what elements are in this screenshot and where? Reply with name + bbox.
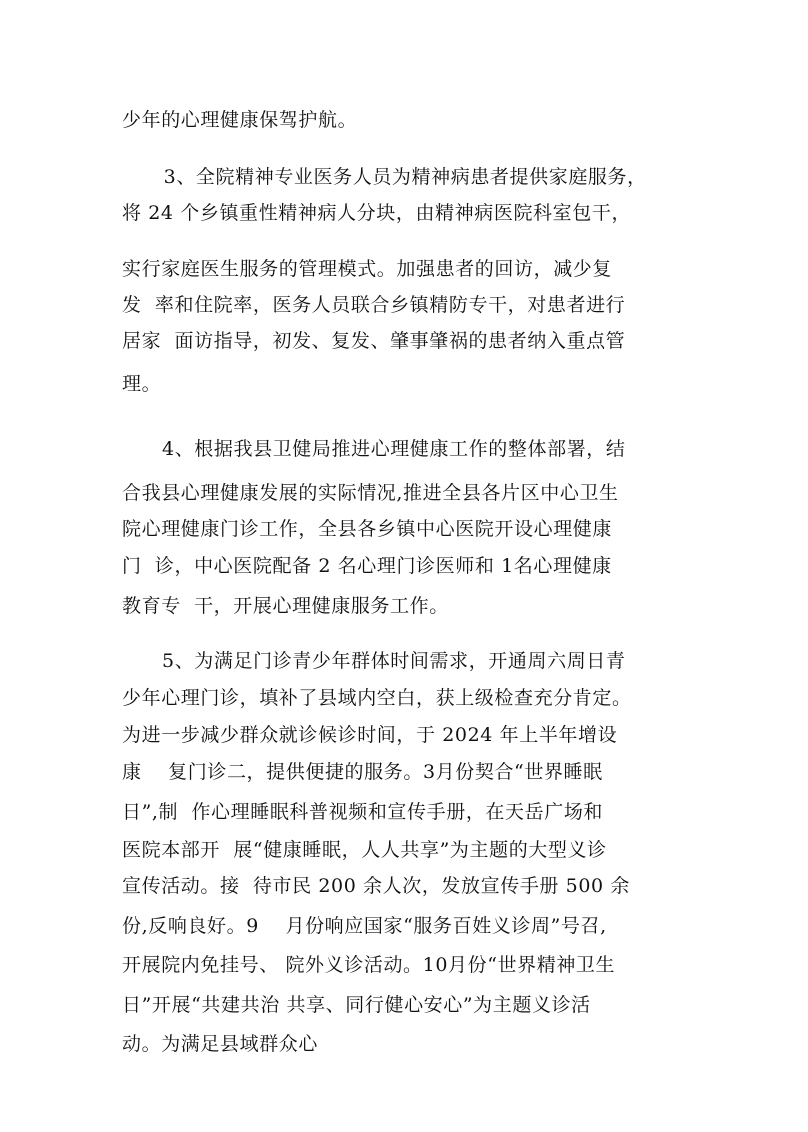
text-line: 日”开展“共建共治 共享、同行健心安心”为主题义诊活 — [122, 994, 591, 1016]
text-line: 3、全院精神专业医务人员为精神病患者提供家庭服务， — [157, 166, 647, 188]
text-line: 居家 面访指导，初发、复发、肇事肇祸的患者纳入重点管 — [122, 330, 626, 352]
text-line: 医院本部开 展“健康睡眠，人人共享”为主题的大型义诊 — [122, 839, 607, 861]
text-line: 4、根据我县卫健局推进心理健康工作的整体部署，结 — [162, 438, 626, 460]
text-line: 宣传活动。接 待市民 200 余人次，发放宣传手册 500 余 — [122, 875, 630, 897]
text-line: 发 率和住院率，医务人员联合乡镇精防专干，对患者进行 — [122, 294, 626, 316]
text-line: 少年心理门诊，填补了县域内空白，获上级检查充分肯定。 — [122, 687, 632, 709]
text-line: 为进一步减少群众就诊候诊时间，于 2024 年上半年增设 — [122, 724, 618, 746]
text-line: 实行家庭医生服务的管理模式。加强患者的回访，减少复 — [122, 258, 613, 280]
text-line: 少年的心理健康保驾护航。 — [122, 109, 358, 131]
text-line: 门 诊，中心医院配备 2 名心理门诊医师和 1名心理健康 — [122, 555, 612, 577]
text-line: 动。为满足县域群众心 — [122, 1033, 319, 1055]
text-line: 将 24 个乡镇重性精神病人分块，由精神病医院科室包干， — [122, 202, 632, 224]
text-line: 开展院内免挂号、 院外义诊活动。10月份“世界精神卫生 — [122, 954, 616, 976]
text-line: 5、为满足门诊青少年群体时间需求，开通周六周日青 — [162, 650, 626, 672]
text-line: 院心理健康门诊工作，全县各乡镇中心医院开设心理健康 — [122, 518, 613, 540]
text-line: 康 复门诊二，提供便捷的服务。3月份契合“世界睡眠 — [122, 761, 603, 783]
text-line: 合我县心理健康发展的实际情况,推进全县各片区中心卫生 — [122, 482, 619, 504]
text-line: 份,反响良好。9 月份响应国家“服务百姓义诊周”号召, — [122, 915, 607, 937]
text-line: 日”,制 作心理睡眠科普视频和宣传手册，在天岳广场和 — [122, 801, 604, 823]
text-line: 教育专 干，开展心理健康服务工作。 — [122, 595, 449, 617]
text-line: 理。 — [122, 373, 162, 395]
